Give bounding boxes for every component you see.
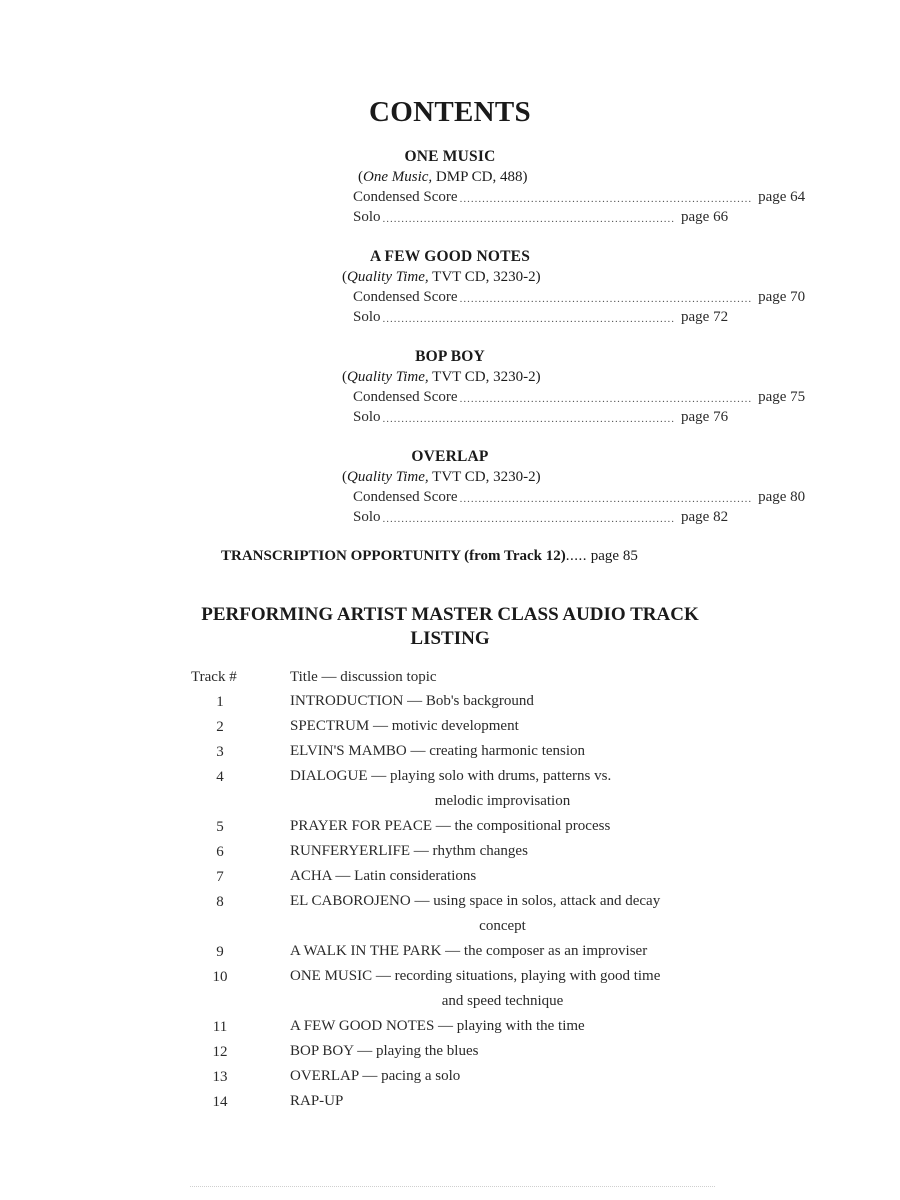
album-info: (One Music, DMP CD, 488) — [358, 169, 528, 185]
album-info: (Quality Time, TVT CD, 3230-2) — [342, 469, 541, 485]
track-number: 7 — [216, 869, 224, 885]
dot-leader: .............................................................................. — [382, 413, 676, 425]
toc-entry[interactable] — [353, 209, 729, 229]
toc-entry[interactable] — [353, 409, 729, 429]
dot-leader: .............................................................................. — [459, 493, 753, 505]
toc-entry[interactable] — [353, 189, 806, 209]
track-title-continued: melodic improvisation — [434, 793, 571, 809]
track-number: 4 — [216, 769, 224, 785]
page-title: CONTENTS — [369, 96, 531, 128]
entry-label: Condensed Score — [353, 289, 458, 305]
toc-entry[interactable] — [353, 289, 806, 309]
track-number: 11 — [212, 1019, 228, 1035]
entry-label: Solo — [353, 409, 381, 425]
track-listing-heading — [0, 603, 900, 651]
toc-entry[interactable] — [353, 489, 806, 509]
track-title: A FEW GOOD NOTES — playing with the time — [290, 1018, 585, 1034]
dot-leader: .............................................................................. — [459, 393, 753, 405]
entry-label: Solo — [353, 509, 381, 525]
entry-label: Condensed Score — [353, 389, 458, 405]
track-title-continued: and speed technique — [441, 993, 564, 1009]
entry-label: Solo — [353, 209, 381, 225]
track-title: SPECTRUM — motivic development — [290, 718, 519, 734]
track-title: OVERLAP — pacing a solo — [290, 1068, 461, 1084]
track-number: 14 — [212, 1094, 228, 1110]
track-number: 3 — [216, 744, 224, 760]
track-number: 13 — [212, 1069, 228, 1085]
entry-label: Solo — [353, 309, 381, 325]
dot-leader: .............................................................................. — [459, 293, 753, 305]
song-title: BOP BOY — [415, 348, 485, 365]
dot-leader: .............................................................................. — [382, 313, 676, 325]
dot-leader: .............................................................................. — [382, 513, 676, 525]
song-title: A FEW GOOD NOTES — [369, 248, 531, 265]
heading-line: PERFORMING ARTIST MASTER CLASS AUDIO TRACK — [201, 604, 699, 625]
entry-label: Condensed Score — [353, 489, 458, 505]
track-title: RAP-UP — [290, 1093, 344, 1109]
album-info: (Quality Time, TVT CD, 3230-2) — [342, 369, 541, 385]
track-title: ELVIN'S MAMBO — creating harmonic tension — [290, 743, 586, 759]
track-number: 12 — [212, 1044, 228, 1060]
track-number: 2 — [216, 719, 224, 735]
transcription-entry[interactable] — [221, 548, 638, 565]
track-title: INTRODUCTION — Bob's background — [290, 693, 534, 709]
track-number: 6 — [216, 844, 224, 860]
track-number: 9 — [216, 944, 224, 960]
track-title: RUNFERYERLIFE — rhythm changes — [290, 843, 528, 859]
entry-page: page 70 — [758, 289, 806, 305]
track-title: BOP BOY — playing the blues — [290, 1043, 479, 1059]
entry-label: Condensed Score — [353, 189, 458, 205]
entry-page: page 75 — [758, 389, 806, 405]
track-number: 5 — [216, 819, 224, 835]
dot-leader: .............................................................................. — [459, 193, 753, 205]
entry-page: page 72 — [681, 309, 729, 325]
song-title: OVERLAP — [411, 448, 489, 465]
track-number: 1 — [216, 694, 224, 710]
toc-entry[interactable] — [353, 389, 806, 409]
heading-line: LISTING — [410, 628, 490, 649]
entry-page: page 76 — [681, 409, 729, 425]
dot-leader: ..... — [565, 548, 588, 564]
track-title: A WALK IN THE PARK — the composer as an improviser — [290, 943, 648, 959]
column-header-title: Title — discussion topic — [290, 669, 437, 685]
transcription-label: TRANSCRIPTION OPPORTUNITY (from Track 12) — [221, 548, 566, 564]
track-number: 8 — [216, 894, 224, 910]
entry-page: page 82 — [681, 509, 729, 525]
album-info: (Quality Time, TVT CD, 3230-2) — [342, 269, 541, 285]
entry-page: page 64 — [758, 189, 806, 205]
track-title: ACHA — Latin considerations — [290, 868, 477, 884]
track-title: PRAYER FOR PEACE — the compositional process — [290, 818, 611, 834]
bottom-divider — [190, 1186, 715, 1187]
entry-page: page 66 — [681, 209, 729, 225]
track-title: DIALOGUE — playing solo with drums, patterns vs. — [290, 768, 612, 784]
track-title-continued: concept — [479, 918, 526, 934]
track-title: ONE MUSIC — recording situations, playing with good time — [290, 968, 661, 984]
column-header-track: Track # — [191, 669, 237, 685]
dot-leader: .............................................................................. — [382, 213, 676, 225]
track-number: 10 — [212, 969, 228, 985]
transcription-page: page 85 — [587, 548, 638, 564]
song-title: ONE MUSIC — [404, 148, 496, 165]
toc-entry[interactable] — [353, 509, 729, 529]
toc-entry[interactable] — [353, 309, 729, 329]
track-title: EL CABOROJENO — using space in solos, attack and decay — [290, 893, 661, 909]
entry-page: page 80 — [758, 489, 806, 505]
